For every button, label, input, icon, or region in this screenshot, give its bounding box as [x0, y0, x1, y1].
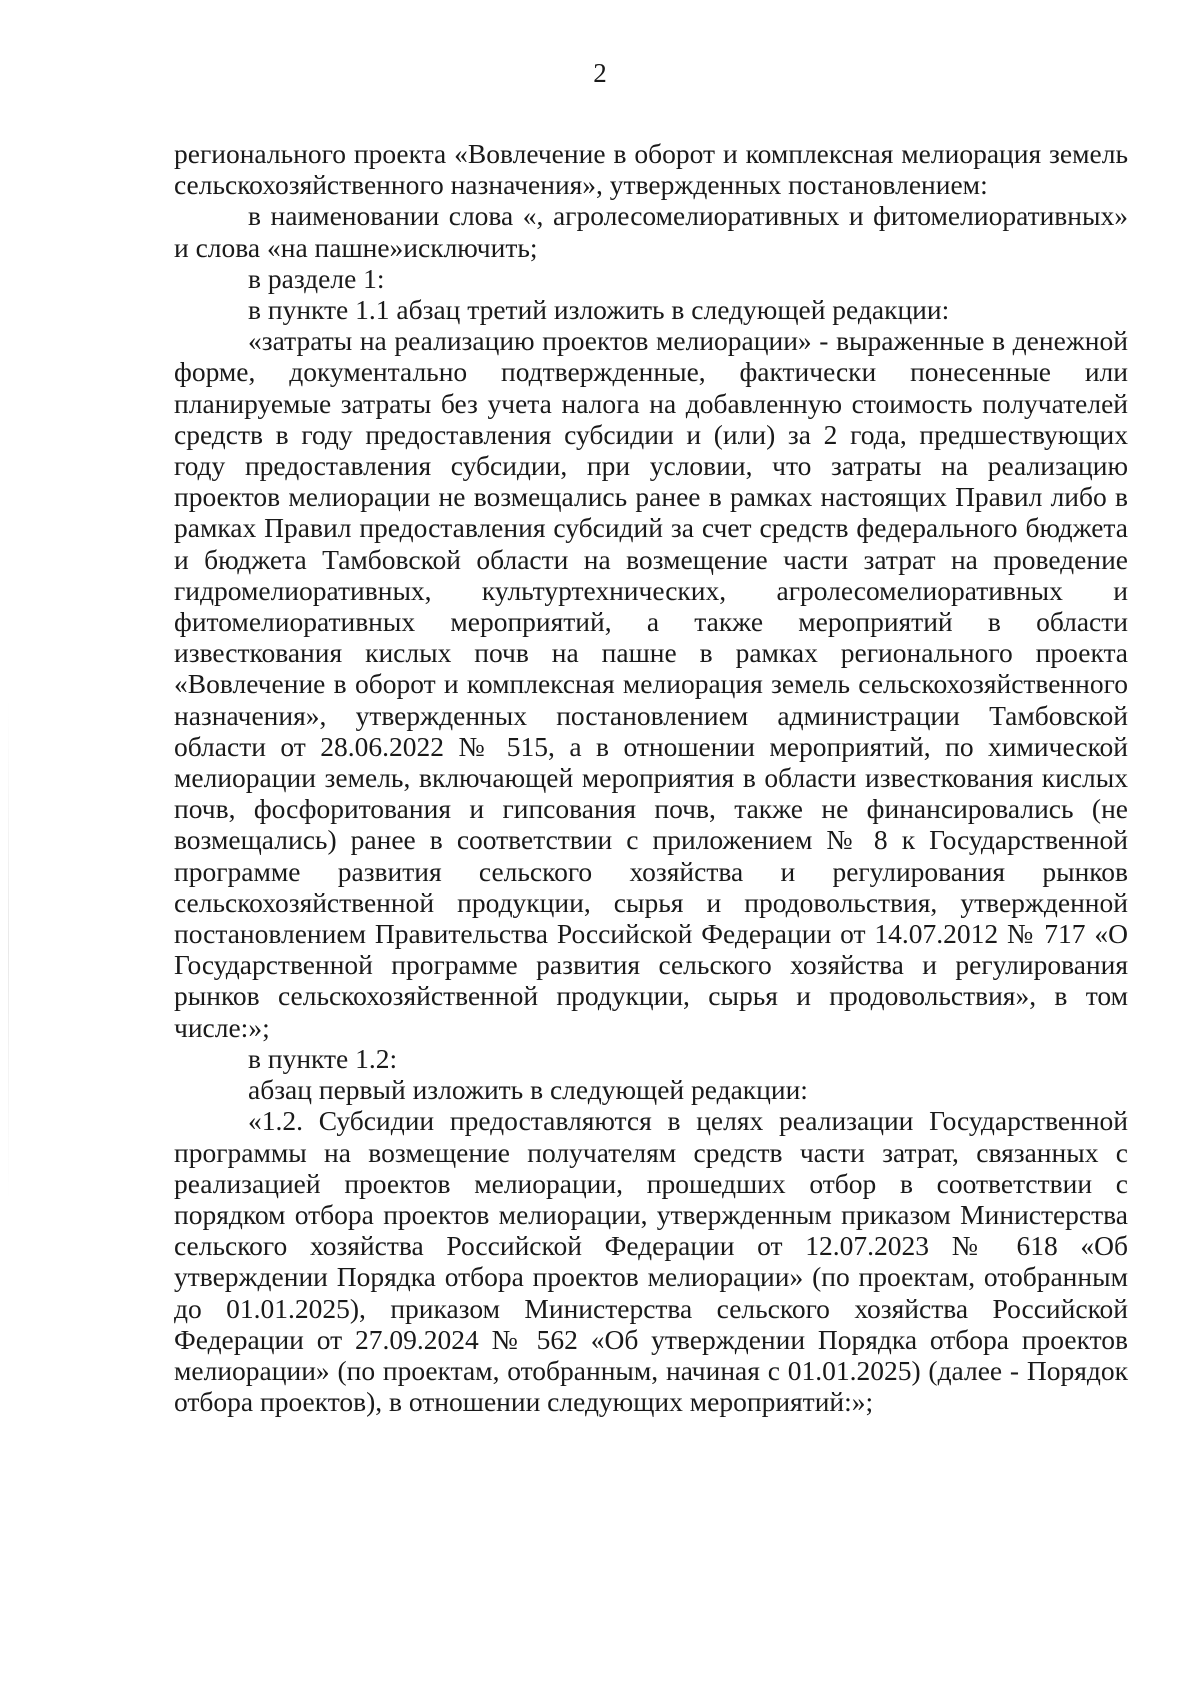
- paragraph-first-subparagraph: абзац первый изложить в следующей редакции:: [248, 1074, 808, 1106]
- paragraph-title-amendment: в наименовании слова «, агролесомелиоративных и фитомелиоративных» и слова «на пашне»исключить;: [174, 200, 1128, 263]
- page-number: 2: [593, 58, 607, 88]
- paragraph-costs-definition: «затраты на реализацию проектов мелиорации» - выраженные в денежной форме, документально подтвержденные, фактически понесенные или планируемые затраты без учета налога на добавленную стоимость получателей средств в году предоставления субсидии и (или) за 2 года, предшествующих году предоставления субсидии, при условии, что затраты на реализацию проектов мелиорации не возмещались ранее в рамках настоящих Правил либо в рамках Правил предоставления субсидий за счет средств федерального бюджета и бюджета Тамбовской области на возмещение части затрат на проведение гидромелиоративных, культуртехнических, агролесомелиоративных и фитомелиоративных мероприятий, а также мероприятий в области известкования кислых почв на пашне в рамках регионального проекта «Вовлечение в оборот и комплексная мелиорация земель сельскохозяйственного назначения», утвержденных постановлением администрации Тамбовской области от 28.06.2022 № 515, а в отношении мероприятий, по химической мелиорации земель, включающей мероприятия в области известкования кислых почв, фосфоритования и гипсования почв, также не финансировались (не возмещались) ранее в соответствии с приложением № 8 к Государственной программе развития сельского хозяйства и регулирования рынков сельскохозяйственной продукции, сырья и продовольствия, утвержденной постановлением Правительства Российской Федерации от 14.07.2012 № 717 «О Государственной программе развития сельского хозяйства и регулирования рынков сельскохозяйственной продукции, сырья и продовольствия», в том числе:»;: [174, 325, 1128, 1043]
- scan-edge-artifact: [8, 700, 9, 1200]
- paragraph-section-1: в разделе 1:: [248, 262, 385, 294]
- paragraph-subsidies-1-2: «1.2. Субсидии предоставляются в целях реализации Государственной программы на возмещение получателям средств части затрат, связанных с реализацией проектов мелиорации, прошедших отбор в соответствии с порядком отбора проектов мелиорации, утвержденным приказом Министерства сельского хозяйства Российской Федерации от 12.07.2023 № 618 «Об утверждении Порядка отбора проектов мелиорации» (по проектам, отобранным до 01.01.2025), приказом Министерства сельского хозяйства Российской Федерации от 27.09.2024 № 562 «Об утверждении Порядка отбора проектов мелиорации» (по проектам, отобранным, начиная с 01.01.2025) (далее - Порядок отбора проектов), в отношении следующих мероприятий:»;: [174, 1105, 1128, 1418]
- paragraph-item-1-2: в пункте 1.2:: [248, 1042, 398, 1074]
- document-body: [174, 138, 1128, 1417]
- paragraph-item-1-1: в пункте 1.1 абзац третий изложить в следующей редакции:: [248, 294, 950, 326]
- paragraph-project-intro: регионального проекта «Вовлечение в оборот и комплексная мелиорация земель сельскохозяйственного назначения», утвержденных постановлением:: [174, 138, 1128, 201]
